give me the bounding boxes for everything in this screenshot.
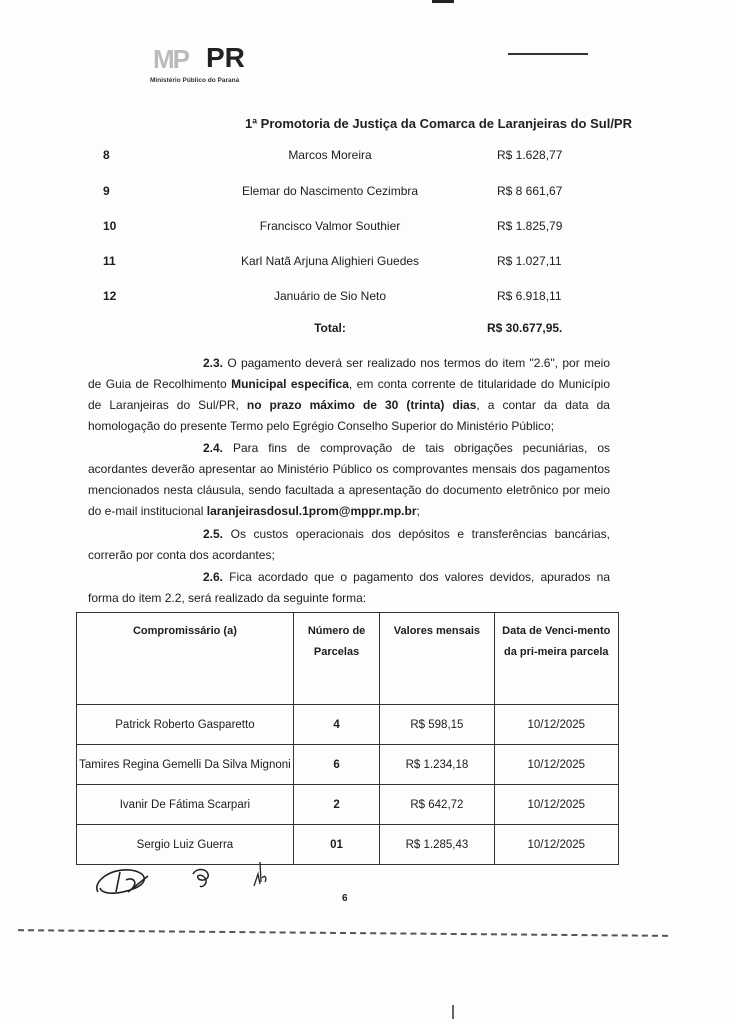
amount: R$ 6.918,11 bbox=[497, 289, 562, 303]
cell-parcelas: 01 bbox=[293, 825, 379, 865]
clause-2-5 bbox=[88, 524, 610, 566]
cell-data: 10/12/2025 bbox=[494, 705, 618, 745]
clause-text: Para fins de comprovação de tais obrigações pecuniárias, os acordantes deverão apresentar ao Ministério Público os comprovantes mensais dos pagamentos mencionados nesta cláusula, sendo facultada a apresentação do documento eletrônico por meio do e-mail institucional bbox=[88, 441, 610, 518]
clause-bold-text: no prazo máximo de bbox=[246, 398, 385, 412]
col-header-valores: Valores mensais bbox=[380, 613, 494, 705]
clause-bold-deadline: 30 (trinta) dias bbox=[385, 398, 477, 412]
person-name: Elemar do Nascimento Cezimbra bbox=[241, 184, 419, 198]
person-name: Karl Natã Arjuna Alighieri Guedes bbox=[240, 254, 420, 268]
summary-total-row bbox=[0, 321, 729, 341]
footer-rule bbox=[18, 929, 668, 938]
cell-valor: R$ 1.285,43 bbox=[380, 825, 494, 865]
table-header-row bbox=[77, 613, 619, 705]
cell-name: Patrick Roberto Gasparetto bbox=[77, 705, 294, 745]
total-value: R$ 30.677,95. bbox=[487, 321, 563, 335]
row-number: 12 bbox=[103, 289, 117, 303]
table-row bbox=[77, 705, 619, 745]
cell-data: 10/12/2025 bbox=[494, 745, 618, 785]
summary-row bbox=[0, 148, 729, 168]
clause-2-4 bbox=[88, 438, 610, 522]
person-name: Januário de Sio Neto bbox=[273, 289, 387, 303]
scan-mark-top bbox=[432, 0, 454, 3]
amount: R$ 1.027,11 bbox=[497, 254, 562, 268]
cell-valor: R$ 598,15 bbox=[380, 705, 494, 745]
page-number: 6 bbox=[342, 893, 348, 904]
cell-name: Ivanir De Fátima Scarpari bbox=[77, 785, 294, 825]
clause-2-3 bbox=[88, 353, 610, 437]
col-header-parcelas: Número de Parcelas bbox=[293, 613, 379, 705]
col-header-vencimento: Data de Venci-mento da pri-meira parcela bbox=[494, 613, 618, 705]
row-number: 9 bbox=[103, 184, 110, 198]
cell-parcelas: 6 bbox=[293, 745, 379, 785]
person-name: Marcos Moreira bbox=[288, 148, 372, 162]
cell-data: 10/12/2025 bbox=[494, 825, 618, 865]
logo-mp-text: MP bbox=[153, 44, 188, 74]
clause-bold-text: Municipal especifica bbox=[231, 377, 349, 391]
clause-number: 2.5. bbox=[203, 527, 224, 541]
table-row bbox=[77, 785, 619, 825]
row-number: 10 bbox=[103, 219, 117, 233]
clause-text: Os custos operacionais dos depósitos e transferências bancárias, correrão por conta dos acordantes; bbox=[88, 527, 610, 562]
institutional-email: laranjeirasdosul.1prom@mppr.mp.br bbox=[206, 504, 417, 518]
summary-row bbox=[0, 184, 729, 204]
header-rule bbox=[508, 53, 588, 55]
table-row bbox=[77, 825, 619, 865]
signature-2 bbox=[190, 866, 214, 892]
row-number: 8 bbox=[103, 148, 110, 162]
clause-text: Fica acordado que o pagamento dos valores devidos, apurados na forma do item 2.2, será realizado da seguinte forma: bbox=[88, 570, 610, 605]
clause-text: ; bbox=[416, 504, 420, 518]
total-label: Total: bbox=[314, 321, 346, 335]
payment-schedule-table bbox=[76, 612, 619, 865]
cell-data: 10/12/2025 bbox=[494, 785, 618, 825]
clause-number: 2.6. bbox=[203, 570, 224, 584]
clause-text: O pagamento deverá ser realizado nos termos do item "2.6", por meio de Guia de Recolhimento bbox=[88, 356, 610, 391]
signature-1 bbox=[90, 862, 155, 902]
mppr-logo bbox=[150, 44, 260, 94]
clause-2-6 bbox=[88, 567, 610, 609]
clause-text: , a contar da data da homologação do presente Termo pelo Egrégio Conselho Superior do Ministério Público; bbox=[88, 398, 610, 433]
amount: R$ 1.825,79 bbox=[497, 219, 563, 233]
table-row bbox=[77, 745, 619, 785]
col-header-compromissario: Compromissário (a) bbox=[77, 613, 294, 705]
cell-parcelas: 2 bbox=[293, 785, 379, 825]
cell-valor: R$ 1.234,18 bbox=[380, 745, 494, 785]
document-header-title: 1ª Promotoria de Justiça da Comarca de Laranjeiras do Sul/PR bbox=[245, 116, 632, 131]
clause-number: 2.4. bbox=[203, 441, 224, 455]
amount: R$ 8 661,67 bbox=[497, 184, 563, 198]
amount: R$ 1.628,77 bbox=[497, 148, 563, 162]
summary-row bbox=[0, 289, 729, 309]
clause-number: 2.3. bbox=[203, 356, 224, 370]
clause-text: , em conta corrente de titularidade do Município de Laranjeiras do Sul/PR, bbox=[88, 377, 610, 412]
cell-name: Tamires Regina Gemelli Da Silva Mignoni bbox=[77, 745, 294, 785]
logo-subtitle: Ministério Público do Paraná bbox=[150, 77, 240, 84]
person-name: Francisco Valmor Southier bbox=[259, 219, 401, 233]
summary-row bbox=[0, 219, 729, 239]
logo-pr-text: PR bbox=[206, 42, 245, 73]
signature-3 bbox=[252, 860, 270, 890]
summary-row bbox=[0, 254, 729, 274]
row-number: 11 bbox=[103, 254, 116, 268]
cell-parcelas: 4 bbox=[293, 705, 379, 745]
cell-name: Sergio Luiz Guerra bbox=[77, 825, 294, 865]
scan-mark-bottom bbox=[452, 1005, 454, 1019]
cell-valor: R$ 642,72 bbox=[380, 785, 494, 825]
